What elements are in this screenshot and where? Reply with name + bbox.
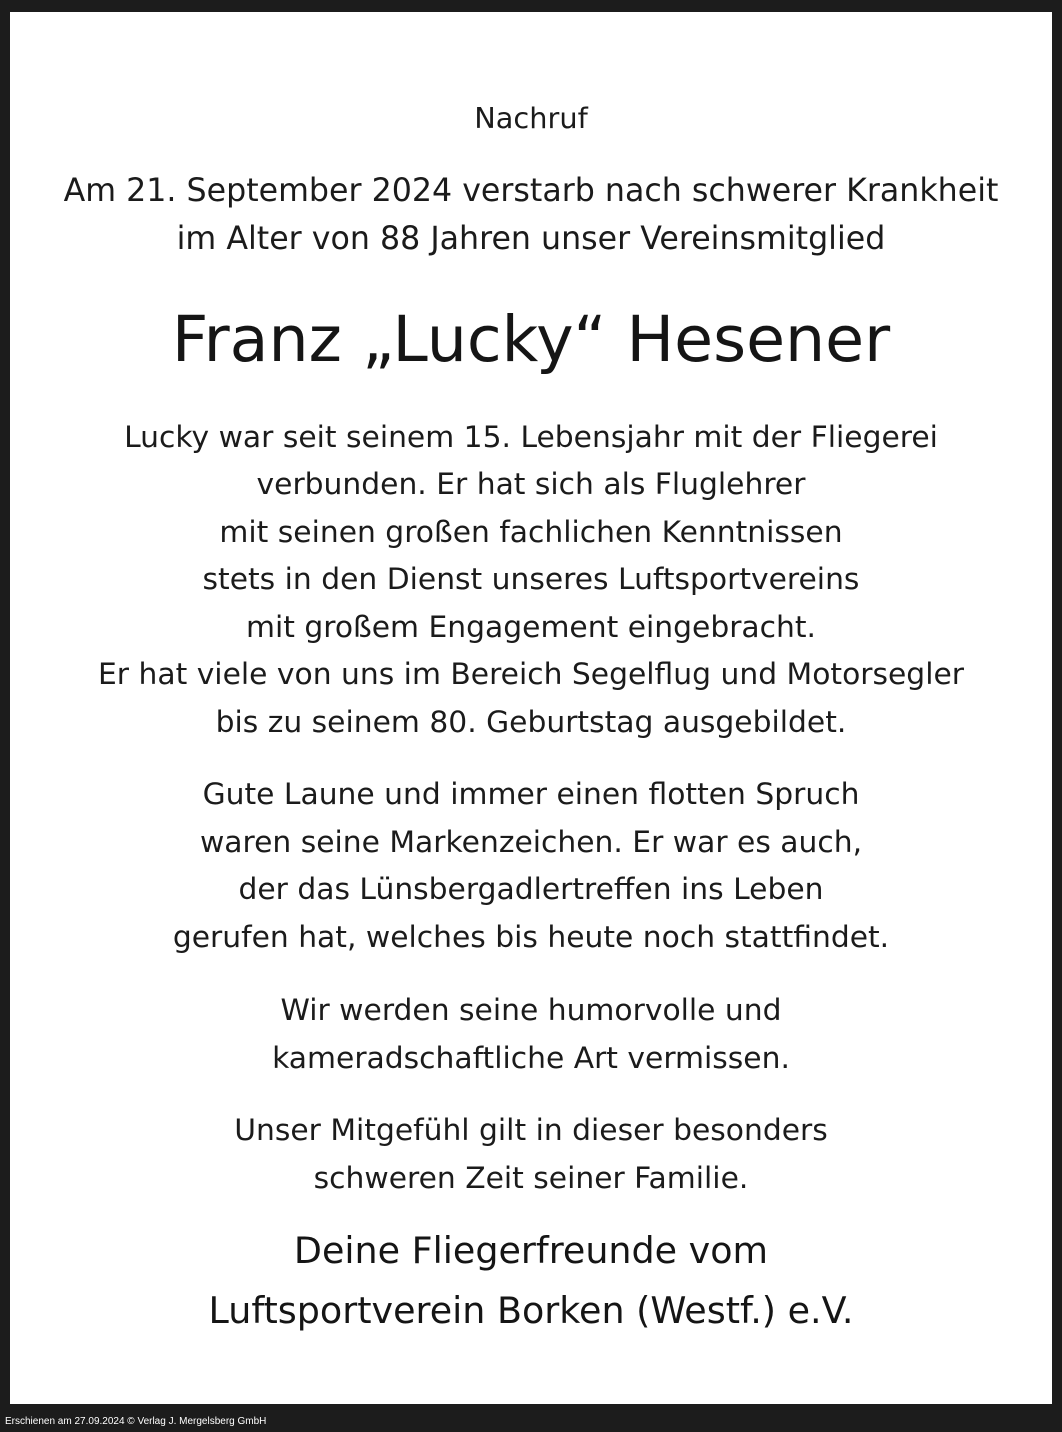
paragraph-line: Gute Laune und immer einen flotten Spruch [202,777,860,812]
paragraph-line: Er hat viele von uns im Bereich Segelflug und Motorsegler [98,657,964,692]
paragraph-line: stets in den Dienst unseres Luftsportvereins [202,562,860,597]
deceased-name: Franz „Lucky“ Hesener [171,302,891,376]
paragraph-line: Unser Mitgefühl gilt in dieser besonders [234,1113,828,1148]
paragraph-line: mit seinen großen fachlichen Kenntnissen [219,515,843,550]
paragraph-line: Wir werden seine humorvolle und [280,993,782,1028]
paragraph-line: kameradschaftliche Art vermissen. [272,1041,790,1076]
paragraph-line: gerufen hat, welches bis heute noch stattfindet. [172,920,890,955]
intro-line: im Alter von 88 Jahren unser Vereinsmitglied [176,221,886,257]
paragraph-line: schweren Zeit seiner Familie. [313,1161,749,1196]
signature-line: Luftsportverein Borken (Westf.) e.V. [208,1289,854,1332]
paragraph-line: verbunden. Er hat sich als Fluglehrer [256,467,806,502]
notice-heading: Nachruf [474,101,588,135]
obituary-notice [10,12,1052,1404]
paragraph-line: bis zu seinem 80. Geburtstag ausgebildet. [215,705,847,740]
signature-line: Deine Fliegerfreunde vom [293,1229,769,1272]
publication-credit: Erschienen am 27.09.2024 © Verlag J. Mergelsberg GmbH [5,1416,267,1427]
paragraph-line: der das Lünsbergadlertreffen ins Leben [238,872,824,907]
intro-line: Am 21. September 2024 verstarb nach schwerer Krankheit [63,173,999,209]
paragraph-line: mit großem Engagement eingebracht. [245,610,816,645]
paragraph-line: waren seine Markenzeichen. Er war es auch, [199,825,863,860]
paragraph-line: Lucky war seit seinem 15. Lebensjahr mit der Fliegerei [124,420,938,455]
